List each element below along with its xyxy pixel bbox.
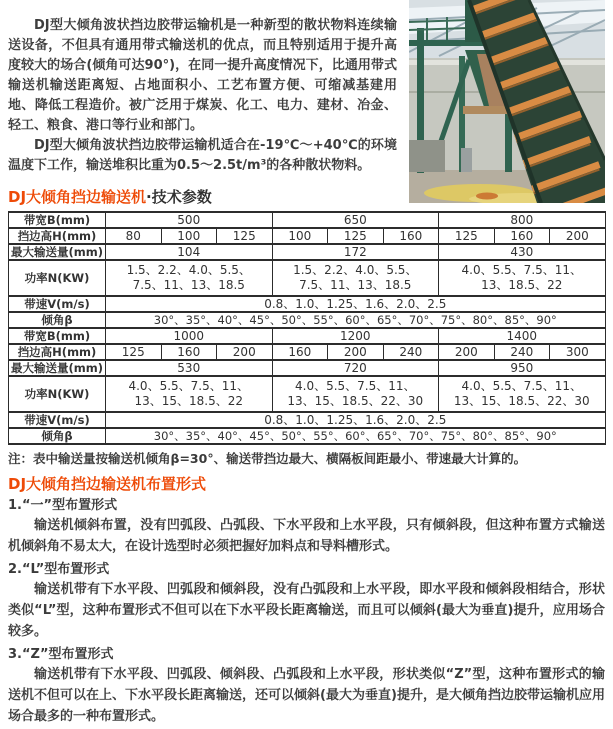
- spec-title-black: ·技术参数: [146, 188, 212, 206]
- row-label: 最大输送量(mm): [9, 244, 106, 260]
- table-cell: 200: [439, 344, 495, 360]
- row-label: 功率N(KW): [9, 260, 106, 296]
- table-cell: 125: [217, 228, 273, 244]
- table-row: [9, 328, 606, 344]
- table-cell: 200: [328, 344, 384, 360]
- table-cell: 160: [494, 228, 550, 244]
- table-row: [9, 212, 606, 228]
- layout-item-1-body: 输送机倾斜布置，没有凹弧段、凸弧段、下水平段和上水平段，只有倾斜段，但这种布置方式输送机倾斜角不易太大，在设计选型时必须把握好加料点和导料槽形式。: [8, 518, 605, 554]
- row-label: 带速V(m/s): [9, 412, 106, 428]
- layout-item-1-heading: 1.“一”型布置形式: [8, 498, 118, 513]
- row-label: 最大输送量(mm): [9, 360, 106, 376]
- layout-item-2-heading: 2.“L”型布置形式: [8, 562, 110, 577]
- row-label: 倾角β: [9, 428, 106, 444]
- table-row: [9, 228, 606, 244]
- table-cell: 30°、35°、40°、45°、50°、55°、60°、65°、70°、75°、80°、85°、90°: [106, 428, 606, 444]
- conveyor-photo: [409, 0, 605, 203]
- table-cell: 125: [106, 344, 162, 360]
- table-cell: 1.5、2.2、4.0、5.5、7.5、11、13、18.5: [272, 260, 439, 296]
- table-row: [9, 244, 606, 260]
- table-cell: 720: [272, 360, 439, 376]
- row-label: 功率N(KW): [9, 376, 106, 412]
- table-cell: 4.0、5.5、7.5、11、13、18.5、22: [439, 260, 606, 296]
- table-row: [9, 312, 606, 328]
- layout-section-title: DJ大倾角挡边输送机布置形式: [8, 475, 207, 493]
- table-cell: 200: [550, 228, 606, 244]
- table-cell: 530: [106, 360, 273, 376]
- table-cell: 200: [217, 344, 273, 360]
- table-cell: 4.0、5.5、7.5、11、13、15、18.5、22、30: [439, 376, 606, 412]
- table-cell: 4.0、5.5、7.5、11、13、15、18.5、22: [106, 376, 273, 412]
- table-cell: 1.5、2.2、4.0、5.5、7.5、11、13、18.5: [106, 260, 273, 296]
- table-cell: 80: [106, 228, 162, 244]
- table-cell: 100: [161, 228, 217, 244]
- row-label: 挡边高H(mm): [9, 344, 106, 360]
- table-row: [9, 344, 606, 360]
- table-cell: 240: [494, 344, 550, 360]
- table-row: [9, 376, 606, 412]
- table-row: [9, 296, 606, 312]
- table-cell: 1000: [106, 328, 273, 344]
- table-cell: 160: [161, 344, 217, 360]
- layout-item-2-body: 输送机带有下水平段、凹弧段和倾斜段，没有凸弧段和上水平段，即水平段和倾斜段相结合，形状类似“L”型，这种布置形式不但可以在下水平段长距离输送，而且可以倾斜(最大为垂直)提升，应用场合较多。: [8, 582, 605, 639]
- spec-table: [8, 211, 606, 445]
- row-label: 带速V(m/s): [9, 296, 106, 312]
- conveyor-photo-illustration: [409, 0, 605, 203]
- table-cell: 800: [439, 212, 606, 228]
- table-cell: 500: [106, 212, 273, 228]
- table-row: [9, 260, 606, 296]
- row-label: 带宽B(mm): [9, 212, 106, 228]
- layout-item-3-body: 输送机带有下水平段、凹弧段、倾斜段、凸弧段和上水平段，形状类似“Z”型，这种布置形式的输送机不但可以在上、下水平段长距离输送，还可以倾斜(最大为垂直)提升，是大倾角挡边胶带运输机应用场合最多的一种布置形式。: [8, 667, 605, 724]
- layout-item-3-heading: 3.“Z”型布置形式: [8, 647, 114, 662]
- table-cell: 300: [550, 344, 606, 360]
- table-row: [9, 360, 606, 376]
- table-cell: 0.8、1.0、1.25、1.6、2.0、2.5: [106, 296, 606, 312]
- table-cell: 125: [439, 228, 495, 244]
- table-row: [9, 412, 606, 428]
- spec-title-red: DJ大倾角挡边输送机: [8, 188, 147, 206]
- table-cell: 160: [383, 228, 439, 244]
- table-cell: 650: [272, 212, 439, 228]
- table-cell: 430: [439, 244, 606, 260]
- table-cell: 1400: [439, 328, 606, 344]
- table-cell: 172: [272, 244, 439, 260]
- table-cell: 100: [272, 228, 328, 244]
- table-cell: 4.0、5.5、7.5、11、13、15、18.5、22、30: [272, 376, 439, 412]
- table-cell: 1200: [272, 328, 439, 344]
- table-cell: 125: [328, 228, 384, 244]
- table-note: 注：表中输送量按输送机倾角β=30°、输送带挡边最大、横隔板间距最小、带速最大计算的。: [8, 451, 527, 466]
- row-label: 带宽B(mm): [9, 328, 106, 344]
- table-cell: 240: [383, 344, 439, 360]
- row-label: 挡边高H(mm): [9, 228, 106, 244]
- table-cell: 30°、35°、40°、45°、50°、55°、60°、65°、70°、75°、80°、85°、90°: [106, 312, 606, 328]
- table-cell: 104: [106, 244, 273, 260]
- table-cell: 950: [439, 360, 606, 376]
- intro-paragraph-2: DJ型大倾角波状挡边胶带运输机适合在-19℃～+40℃的环境温度下工作，输送堆积比重为0.5～2.5t/m³的各种散状物料。: [8, 138, 397, 173]
- table-cell: 160: [272, 344, 328, 360]
- row-label: 倾角β: [9, 312, 106, 328]
- intro-paragraph-1: DJ型大倾角波状挡边胶带运输机是一种新型的散状物料连续输送设备，不但具有通用带式输送机的优点，而且特别适用于提升高度较大的场合(倾角可达90°)，在同一提升高度情况下，比通用带式输送机输送距离短、占地面积小、工艺布置方便、可缩减基建用地、降低工程造价。被广泛用于煤炭、化工、电力、建材、冶金、轻工、粮食、港口等行业和部门。: [8, 18, 397, 133]
- table-row: [9, 428, 606, 444]
- table-cell: 0.8、1.0、1.25、1.6、2.0、2.5: [106, 412, 606, 428]
